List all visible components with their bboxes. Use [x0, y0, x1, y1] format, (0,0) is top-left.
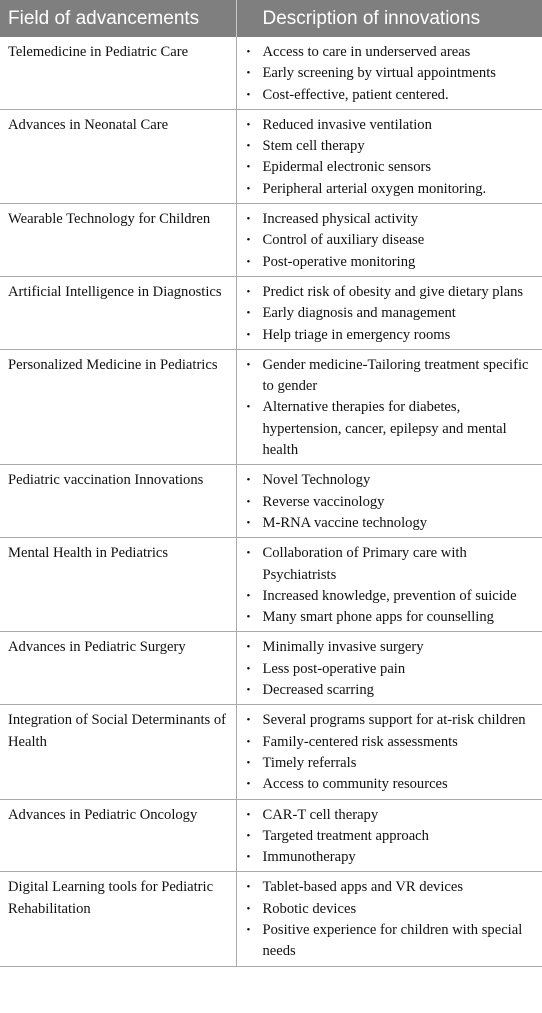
table-body: [0, 37, 542, 966]
description-cell: [236, 109, 542, 203]
list-item: [245, 513, 535, 534]
list-item-text: Novel Technology: [262, 472, 371, 489]
field-cell: Wearable Technology for Children: [0, 204, 236, 277]
description-cell: [236, 872, 542, 966]
list-item-text: Family-centered risk assessments: [262, 733, 458, 750]
bullet-icon: •: [246, 67, 251, 80]
description-cell: [236, 37, 542, 109]
table-row: [0, 872, 542, 966]
list-item: [245, 732, 535, 753]
description-cell: [236, 276, 542, 349]
list-item: [245, 586, 535, 607]
table-row: [0, 632, 542, 705]
table-row: [0, 349, 542, 464]
list-item-text: Cost-effective, patient centered.: [262, 86, 449, 103]
list-item-text: Targeted treatment approach: [262, 827, 429, 844]
list-item-text: Reduced invasive ventilation: [262, 116, 432, 133]
list-item-text: Alternative therapies for diabetes, hypertension, cancer, epilepsy and mental health: [262, 399, 507, 459]
list-item: [245, 637, 535, 658]
list-item: [245, 899, 535, 920]
innovation-list: [245, 115, 535, 200]
innovation-list: [245, 637, 535, 701]
list-item: [245, 607, 535, 628]
bullet-icon: •: [246, 358, 251, 371]
list-item: [245, 659, 535, 680]
bullet-icon: •: [246, 307, 251, 320]
list-item: [245, 877, 535, 898]
bullet-icon: •: [246, 495, 251, 508]
list-item: [245, 179, 535, 200]
list-item: [245, 920, 535, 963]
bullet-icon: •: [246, 474, 251, 487]
bullet-icon: •: [246, 589, 251, 602]
bullet-icon: •: [246, 213, 251, 226]
list-item-text: Post-operative monitoring: [262, 253, 416, 270]
list-item-text: Collaboration of Primary care with Psychiatrists: [262, 545, 467, 583]
list-item: [245, 680, 535, 701]
list-item-text: Several programs support for at-risk children: [262, 712, 526, 729]
bullet-icon: •: [246, 182, 251, 195]
table-row: [0, 109, 542, 203]
list-item: [245, 492, 535, 513]
bullet-icon: •: [246, 547, 251, 560]
bullet-icon: •: [246, 851, 251, 864]
bullet-icon: •: [246, 234, 251, 247]
list-item: [245, 774, 535, 795]
description-cell: [236, 799, 542, 872]
list-item: [245, 157, 535, 178]
innovation-list: [245, 470, 535, 534]
bullet-icon: •: [246, 902, 251, 915]
list-item-text: Increased knowledge, prevention of suicide: [262, 587, 517, 604]
bullet-icon: •: [246, 714, 251, 727]
bullet-icon: •: [246, 735, 251, 748]
innovation-list: [245, 877, 535, 962]
list-item-text: Positive experience for children with special needs: [262, 921, 523, 960]
innovation-list: [245, 543, 535, 628]
list-item: [245, 355, 535, 398]
bullet-icon: •: [246, 161, 251, 174]
list-item-text: Tablet-based apps and VR devices: [262, 879, 464, 896]
table-row: [0, 799, 542, 872]
list-item-text: Predict risk of obesity and give dietary plans: [262, 283, 524, 300]
list-item-text: Early diagnosis and management: [262, 305, 456, 322]
header-row: [0, 0, 542, 37]
table-row: [0, 204, 542, 277]
table-row: [0, 538, 542, 632]
list-item-text: Many smart phone apps for counselling: [262, 609, 494, 626]
bullet-icon: •: [246, 662, 251, 675]
bullet-icon: •: [246, 641, 251, 654]
innovation-list: [245, 710, 535, 795]
description-cell: [236, 632, 542, 705]
description-cell: [236, 538, 542, 632]
description-cell: [236, 465, 542, 538]
list-item: [245, 847, 535, 868]
list-item: [245, 230, 535, 251]
list-item-text: Control of auxiliary disease: [262, 232, 425, 249]
list-item-text: Reverse vaccinology: [262, 493, 385, 510]
bullet-icon: •: [246, 140, 251, 153]
innovation-list: [245, 805, 535, 869]
list-item: [245, 252, 535, 273]
list-item-text: Access to community resources: [262, 776, 448, 793]
bullet-icon: •: [246, 808, 251, 821]
bullet-icon: •: [246, 756, 251, 769]
header-field-of-advancements: Field of advancements: [0, 0, 236, 37]
table-header: [0, 0, 542, 37]
field-cell: Telemedicine in Pediatric Care: [0, 37, 236, 109]
list-item-text: Increased physical activity: [262, 211, 419, 228]
list-item-text: Immunotherapy: [262, 849, 356, 866]
bullet-icon: •: [246, 88, 251, 101]
description-cell: [236, 204, 542, 277]
list-item-text: Stem cell therapy: [262, 138, 365, 155]
table-row: [0, 705, 542, 799]
field-cell: Mental Health in Pediatrics: [0, 538, 236, 632]
bullet-icon: •: [246, 881, 251, 894]
list-item-text: CAR-T cell therapy: [262, 806, 379, 823]
list-item: [245, 136, 535, 157]
field-cell: Artificial Intelligence in Diagnostics: [0, 276, 236, 349]
list-item-text: Early screening by virtual appointments: [262, 65, 496, 82]
header-description-of-innovations: Description of innovations: [236, 0, 542, 37]
list-item-text: Decreased scarring: [262, 682, 374, 699]
list-item-text: Gender medicine-Tailoring treatment specific to gender: [262, 356, 529, 395]
table-row: [0, 276, 542, 349]
table-row: [0, 465, 542, 538]
bullet-icon: •: [246, 516, 251, 529]
list-item: [245, 753, 535, 774]
list-item-text: Robotic devices: [262, 900, 357, 917]
bullet-icon: •: [246, 255, 251, 268]
list-item-text: M-RNA vaccine technology: [262, 514, 428, 531]
bullet-icon: •: [246, 328, 251, 341]
list-item: [245, 325, 535, 346]
list-item-text: Minimally invasive surgery: [262, 639, 424, 656]
bullet-icon: •: [246, 118, 251, 131]
list-item: [245, 42, 535, 63]
bullet-icon: •: [246, 285, 251, 298]
field-cell: Advances in Pediatric Oncology: [0, 799, 236, 872]
innovation-list: [245, 282, 535, 346]
bullet-icon: •: [246, 401, 251, 414]
field-cell: Advances in Neonatal Care: [0, 109, 236, 203]
innovation-list: [245, 42, 535, 106]
innovation-list: [245, 355, 535, 461]
description-cell: [236, 349, 542, 464]
list-item: [245, 209, 535, 230]
list-item: [245, 470, 535, 491]
bullet-icon: •: [246, 778, 251, 791]
list-item: [245, 397, 535, 461]
field-cell: Personalized Medicine in Pediatrics: [0, 349, 236, 464]
list-item-text: Timely referrals: [262, 754, 357, 771]
list-item: [245, 543, 535, 586]
list-item-text: Epidermal electronic sensors: [262, 159, 432, 176]
list-item: [245, 85, 535, 106]
list-item: [245, 826, 535, 847]
list-item-text: Peripheral arterial oxygen monitoring.: [262, 180, 487, 197]
table-row: [0, 37, 542, 109]
description-cell: [236, 705, 542, 799]
bullet-icon: •: [246, 829, 251, 842]
field-cell: Pediatric vaccination Innovations: [0, 465, 236, 538]
bullet-icon: •: [246, 46, 251, 58]
list-item-text: Less post-operative pain: [262, 660, 406, 677]
list-item-text: Help triage in emergency rooms: [262, 326, 451, 343]
bullet-icon: •: [246, 684, 251, 697]
bullet-icon: •: [246, 923, 251, 936]
field-cell: Advances in Pediatric Surgery: [0, 632, 236, 705]
innovation-list: [245, 209, 535, 273]
list-item: [245, 282, 535, 303]
list-item: [245, 805, 535, 826]
bullet-icon: •: [246, 611, 251, 624]
list-item: [245, 710, 535, 731]
field-cell: Integration of Social Determinants of Health: [0, 705, 236, 799]
list-item: [245, 115, 535, 136]
list-item: [245, 63, 535, 84]
list-item-text: Access to care in underserved areas: [262, 44, 471, 60]
field-cell: Digital Learning tools for Pediatric Rehabilitation: [0, 872, 236, 966]
list-item: [245, 303, 535, 324]
